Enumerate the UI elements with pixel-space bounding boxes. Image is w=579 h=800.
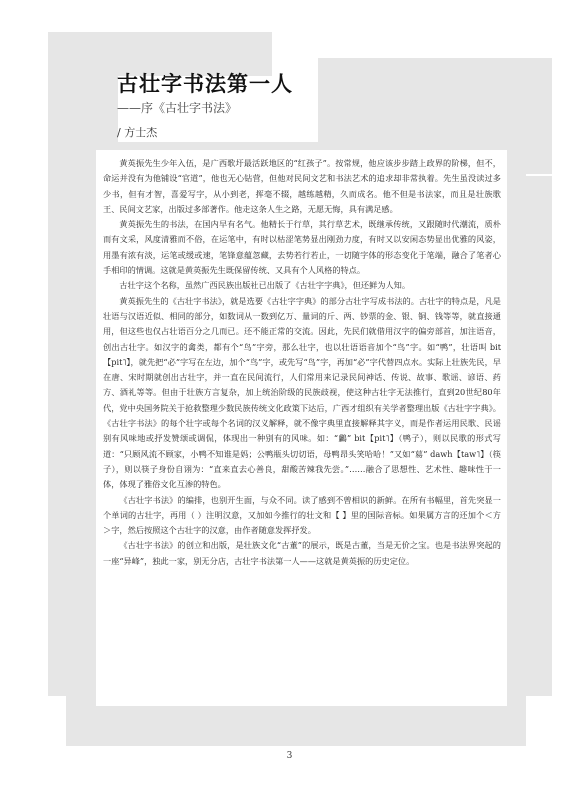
paragraph: 古壮字这个名称，虽然广西民族出版社已出版了《古壮字字典》，但还鲜为人知。 bbox=[119, 280, 411, 291]
background-panel bbox=[48, 176, 86, 696]
article-body bbox=[103, 156, 501, 569]
paragraph: 《古壮字书法》的创立和出版，是壮族文化“古董”的展示，既是古董，当是无价之宝。也是书法界突起的一座“异峰”，独此一家，别无分店，古壮字书法第一人——这就是黄英振的历史定位。 bbox=[103, 540, 501, 566]
paragraph: 黄英振先生的《古壮字书法》，就是选要《古壮字字典》的部分古壮字写成书法的。古壮字的特点是，凡是壮语与汉语近似、相同的部分，如数词从一数到亿万、量词的斤、两、钞票的金、银、铜、钱等等，就直接通用，但这些也仅占壮语百分之几而已。还不能正常的交流。因此，先民们就借用汉字的偏旁部首，加注语音，创出古壮字。如汉字的禽类，都有个“鸟”字旁，那么壮字，也以壮语语音加个“鸟”字。如“鸭”，壮语叫 bit【pit˥】，就先把“必”字写在左边，加个“鸟”字，或先写“鸟”字，再加“必”字代替四点水。实际上壮族先民，早在唐、宋时期就创出古壮字，并一直在民间流行，人们常用来记录民间神话、传说、故事、歌谣、谚语、药方、酒礼等等。但由于壮族方言复杂，加上统治阶级的民族歧视，使这种古壮字无法推行，直到20世纪80年代，党中央国务院关于抢救整理少数民族传统文化政策下达后，广西才组织有关学者整理出版《古壮字字典》。《古壮字书法》的每个壮字或每个名词的汉义解释，就不像字典里直接解释其字义，而是作者运用民歌、民谣别有风味地或抒发赞颂或调侃，体现出一种别有的风味。如：“鸕” bit【pit˥】（鸭子），则以民歌的形式写道：“只顾风流不顾家，小鸭不知谁是妈；公鸭瓶头切切语，母鸭昂头笑哈哈！”又如“䓪” dawh【taw˥】（筷子），则以筷子身份自诩为：“直来直去心善良，甜酸苦辣我先尝。”……融合了思想性、艺术性、趣味性于一体，体现了雅俗文化互渗的特色。 bbox=[103, 295, 501, 490]
article-subtitle: ——序《古壮字书法》 bbox=[117, 101, 238, 115]
page-number: 3 bbox=[286, 751, 293, 761]
background-panel bbox=[504, 176, 552, 696]
paragraph: 黄英振先生少年入伍，是广西歌圩最活跃地区的“红孩子”。按常规，他应该步步踏上政界的阶梯，但不，命运并没有为他铺设“官道”，他也无心钻营，但他对民间文艺和书法艺术的追求却非常执着。先生虽没读过多少书，但有才智，喜爱写字，从小到老，挥毫不辍，越练越精，久而成名。他不但是书法家，而且是壮族歌王、民间文艺家，出版过多部著作。他走这条人生之路，无愿无悔，具有满足感。 bbox=[103, 158, 501, 214]
article-author: / 方士杰 bbox=[117, 126, 158, 139]
paragraph: 黄英振先生的书法，在国内早有名气。他精长于行草，其行草艺术，既继承传统，又跟随时代潮流，质朴而有文采，风度清雅而不俗，在运笔中，有时以枯涩笔势显出刚劲力度，有时又以安闲态势显出优雅的风姿，用墨有浓有淡，运笔或缓或速，笔锋意蕴忽藏，去势若行若止，一切随字体的形态变化于笔端，融合了笔者心手相印的情调。这就是黄英振先生既保留传统、又具有个人风格的特点。 bbox=[103, 219, 501, 276]
article-title: 古壮字书法第一人 bbox=[117, 71, 293, 96]
paragraph: 《古壮字书法》的编排，也别开生面，与众不同。读了感到不曾相识的新鲜。在所有书幅里，首先突显一个单词的古壮字，再用（ ）注明汉意，又加如今推行的壮文和【 】里的国际音标。如果属方言的还加个＜方＞字，然后按照这个古壮字的汉意，由作者随意发挥抒发。 bbox=[103, 494, 501, 536]
